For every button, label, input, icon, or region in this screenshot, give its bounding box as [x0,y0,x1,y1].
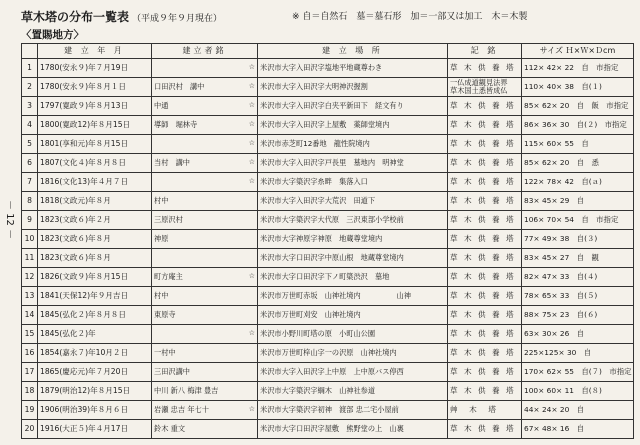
inscription-cell [448,59,522,78]
table-row [22,116,634,135]
builder-cell [152,344,258,363]
table-row [22,344,634,363]
row-number: 8 [22,192,38,211]
erection-date: 1845(弘化２)年 [38,325,152,344]
column-header-no [22,44,38,59]
erection-place: 米沢市大字簗沢字初神 渡部 忠二宅小屋前 [258,401,448,420]
table-body [22,59,634,439]
table-row [22,97,634,116]
inscription-line: 草 木 供 養 塔 [450,423,516,433]
erection-place: 米沢市大字入田沢字塩地平地蔵尊わき [258,59,448,78]
inscription-line: 草 木 供 養 塔 [450,119,516,129]
erection-date: 1845(弘化２)年８月８日 [38,306,152,325]
builder-name: 神原 [154,234,169,244]
inscription-cell [448,401,522,420]
table-row [22,363,634,382]
inscription-line: 草 木 供 養 塔 [450,176,516,186]
inscription-line: 草 木 供 養 塔 [450,309,516,319]
inscription-cell [448,97,522,116]
table-row [22,192,634,211]
builder-name: 中川 新八 梅津 豊吉 [154,386,219,396]
erection-place: 米沢市大字口田沢字下ノ町簗渋沢 墓地 [258,268,448,287]
row-number: 11 [22,249,38,268]
row-number: 4 [22,116,38,135]
builder-name: 町方庵主 [154,272,183,282]
builder-name: 口田沢村 講中 [154,82,205,92]
builder-cell [152,173,258,192]
builder-cell [152,363,258,382]
inscription-line: 草 木 供 養 塔 [450,138,516,148]
inscription-cell [448,135,522,154]
size-cell: 77× 49× 38 自(３) [522,230,634,249]
table-row [22,287,634,306]
row-number: 3 [22,97,38,116]
builder-cell [152,116,258,135]
title-text: 草木塔の分布一覧表 [21,10,130,24]
erection-date: 1816(文化13)年４月７日 [38,173,152,192]
builder-name: 導師 堀林寺 [154,120,198,130]
inscription-line: 草 木 供 養 塔 [450,252,516,262]
size-cell: 78× 65× 33 自(５) [522,287,634,306]
erection-place: 米沢市小野川町塔の原 小町山公園 [258,325,448,344]
row-number: 19 [22,401,38,420]
star-mark: ☆ [248,101,255,110]
table-row [22,230,634,249]
builder-cell [152,268,258,287]
row-number: 14 [22,306,38,325]
inscription-cell [448,287,522,306]
builder-cell [152,287,258,306]
builder-cell [152,306,258,325]
inscription-cell [448,230,522,249]
inscription-line: 草木国土悉皆成仏 [450,86,508,95]
size-cell: 115× 60× 55 自 [522,135,634,154]
size-cell: 112× 42× 22 自 市指定 [522,59,634,78]
inscription-cell [448,116,522,135]
page-number: － 12 － [4,200,15,240]
inscription-cell [448,173,522,192]
table-row [22,135,634,154]
size-cell: 67× 48× 16 自 [522,420,634,439]
erection-place: 米沢市大字簗沢字大代原 三沢東部小学校前 [258,211,448,230]
table-row [22,382,634,401]
size-cell: 88× 75× 23 自(６) [522,306,634,325]
table-row [22,420,634,439]
erection-place: 米沢市大字簗沢字糸畔 集落入口 [258,173,448,192]
star-mark: ☆ [248,177,255,186]
inscription-line: 草 木 供 養 塔 [450,214,516,224]
row-number: 2 [22,78,38,97]
builder-cell [152,230,258,249]
size-cell: 83× 45× 29 自 [522,192,634,211]
star-mark: ☆ [248,329,255,338]
inscription-line: 草 木 供 養 塔 [450,290,516,300]
row-number: 9 [22,211,38,230]
erection-place: 米沢市万世町刈安 山神社境内 [258,306,448,325]
erection-date: 1854(嘉永７)年10月２日 [38,344,152,363]
size-cell: 170× 62× 55 自(７) 市指定 [522,363,634,382]
erection-date: 1906(明治39)年８月６日 [38,401,152,420]
erection-place: 米沢市大字入田沢字上中原 上中原バス停西 [258,363,448,382]
erection-place: 米沢市大字入田沢字戸長里 墓地内 明神堂 [258,154,448,173]
inscription-cell [448,268,522,287]
erection-place: 米沢市大字入田沢字大荒沢 田道下 [258,192,448,211]
erection-date: 1916(大正５)年４月17日 [38,420,152,439]
row-number: 20 [22,420,38,439]
size-cell: 44× 24× 20 自 [522,401,634,420]
table-row [22,401,634,420]
table-row [22,249,634,268]
erection-place: 米沢市大字口田沢字中原山根 地蔵尊堂境内 [258,249,448,268]
row-number: 6 [22,154,38,173]
row-number: 10 [22,230,38,249]
erection-place: 米沢市大字簗沢字綱木 山神社参道 [258,382,448,401]
builder-cell [152,401,258,420]
builder-cell [152,325,258,344]
inscription-line: 草 木 供 養 塔 [450,100,516,110]
builder-cell [152,420,258,439]
erection-place: 米沢市大字入田沢字大明神沢握割 [258,78,448,97]
inscription-line: 草 木 供 養 塔 [450,366,516,376]
inscription-line: 草 木 供 養 塔 [450,62,516,72]
inscription-cell [448,325,522,344]
inscription-line: 草 木 供 養 塔 [450,157,516,167]
erection-date: 1818(文政元)年８月 [38,192,152,211]
builder-name: 鈴木 重文 [154,424,186,434]
inscription-line: 草 木 供 養 塔 [450,385,516,395]
inscription-line: 草 木 供 養 塔 [450,328,516,338]
builder-name: 村中 [154,291,169,301]
row-number: 15 [22,325,38,344]
inscription-line: 草 木 供 養 塔 [450,195,516,205]
erection-date: 1807(文化４)年８月８日 [38,154,152,173]
size-cell: 83× 45× 27 自 観 [522,249,634,268]
column-header-size: サイズ Ｈ×Ｗ×Ｄcm [522,44,634,59]
erection-place: 米沢市大字神原字神原 地蔵尊堂境内 [258,230,448,249]
star-mark: ☆ [248,272,255,281]
table-row [22,325,634,344]
inscription-cell [448,363,522,382]
inscription-cell [448,154,522,173]
inscription-cell [448,78,522,97]
inscription-cell [448,306,522,325]
erection-place: 米沢市万世町梓山字一の沢原 山神社境内 [258,344,448,363]
erection-date: 1797(寛政９)年８月13日 [38,97,152,116]
table-header-row [22,44,634,59]
row-number: 12 [22,268,38,287]
builder-cell [152,211,258,230]
inscription-cell [448,211,522,230]
size-cell: 122× 78× 42 自(ａ) [522,173,634,192]
builder-cell [152,192,258,211]
inscription-line: 草 木 供 養 塔 [450,271,516,281]
column-header-date: 建 立 年 月 [38,44,152,59]
table-row [22,211,634,230]
inscription-line: 草 木 供 養 塔 [450,347,516,357]
size-cell: 106× 70× 54 自 市指定 [522,211,634,230]
erection-date: 1826(文政９)年８月15日 [38,268,152,287]
erection-date: 1865(慶応元)年７月20日 [38,363,152,382]
builder-name: 東原寺 [154,310,176,320]
row-number: 13 [22,287,38,306]
erection-place: 米沢市大字入田沢字白夹平新田下 経文有り [258,97,448,116]
size-cell: 225×125× 30 自 [522,344,634,363]
star-mark: ☆ [248,139,255,148]
size-cell: 110× 40× 38 自(１) [522,78,634,97]
inscription-cell [448,192,522,211]
region-heading: 〈置賜地方〉 [21,29,84,41]
builder-cell [152,382,258,401]
star-mark: ☆ [248,405,255,414]
size-cell: 100× 60× 11 自(８) [522,382,634,401]
table-row [22,154,634,173]
size-cell: 85× 62× 20 自 飯 市指定 [522,97,634,116]
inscription-cell [448,249,522,268]
inscription-line: 艸 木 塔 [450,404,498,414]
erection-date: 1823(文政６)年８月 [38,249,152,268]
builder-name: 村中 [154,196,169,206]
erection-place: 米沢市赤芝町12番地 龍性院境内 [258,135,448,154]
inscription-line: 一仏成道観見法界 [450,77,508,87]
erection-date: 1780(安永９)年８月１日 [38,78,152,97]
builder-cell [152,59,258,78]
size-cell: 85× 62× 20 自 悉 [522,154,634,173]
row-number: 1 [22,59,38,78]
table-row [22,78,634,97]
builder-name: 三田沢講中 [154,367,190,377]
inscription-cell [448,420,522,439]
document-title [21,8,222,25]
star-mark: ☆ [248,82,255,91]
column-header-inscription: 記 銘 [448,44,522,59]
builder-name: 岩瀬 忠吉 年七十 [154,405,209,415]
erection-date: 1801(享和元)年８月15日 [38,135,152,154]
legend-note: ※ 自＝自然石 墓＝墓石形 加＝一部又は加工 木＝木製 [292,12,528,22]
row-number: 7 [22,173,38,192]
builder-name: 一村中 [154,348,176,358]
column-header-place: 建 立 場 所 [258,44,448,59]
inscription-cell [448,344,522,363]
builder-name: 当村 講中 [154,158,190,168]
size-cell: 63× 30× 26 自 [522,325,634,344]
builder-cell [152,97,258,116]
erection-place: 米沢市大字口田沢字屋敷 熊野堂の上 山裏 [258,420,448,439]
erection-date: 1879(明治12)年８月15日 [38,382,152,401]
inscription-cell [448,382,522,401]
builder-cell [152,249,258,268]
erection-date: 1823(文政６)年８月 [38,230,152,249]
title-note: （平成９年９月現在） [132,14,223,24]
erection-date: 1823(文政６)年２月 [38,211,152,230]
star-mark: ☆ [248,120,255,129]
table-row [22,173,634,192]
erection-date: 1800(寛政12)年８月15日 [38,116,152,135]
star-mark: ☆ [248,158,255,167]
erection-place: 米沢市万世町赤坂 山神社境内 山神 [258,287,448,306]
column-header-builder: 建立者銘 [152,44,258,59]
inscription-line: 草 木 供 養 塔 [450,233,516,243]
table-row [22,306,634,325]
builder-cell [152,135,258,154]
table-row [22,268,634,287]
row-number: 17 [22,363,38,382]
row-number: 16 [22,344,38,363]
star-mark: ☆ [248,63,255,72]
builder-cell [152,78,258,97]
erection-date: 1841(天保12)年９月吉日 [38,287,152,306]
builder-cell [152,154,258,173]
erection-date: 1780(安永９)年７月19日 [38,59,152,78]
builder-name: 中通 [154,101,169,111]
size-cell: 86× 36× 30 自(２) 市指定 [522,116,634,135]
erection-place: 米沢市大字入田沢字上屋敷 薬師堂境内 [258,116,448,135]
distribution-table [21,43,634,439]
builder-name: 三原沢村 [154,215,183,225]
row-number: 18 [22,382,38,401]
row-number: 5 [22,135,38,154]
table-row [22,59,634,78]
size-cell: 82× 47× 33 自(４) [522,268,634,287]
